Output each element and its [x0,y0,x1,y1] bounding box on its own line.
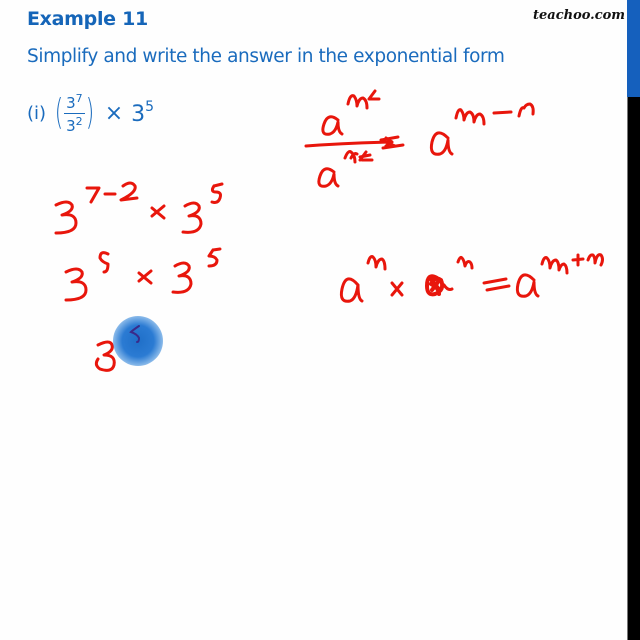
pointer-highlight-icon [113,316,163,366]
denominator: $3^2$ [66,114,83,135]
product-rule-ink [341,255,602,302]
step-2-ink [66,249,220,300]
step-1-ink [56,183,222,233]
instruction-text: Simplify and write the answer in the exponential form [27,46,505,67]
brand-logo: teachoo.com [533,8,626,23]
close-paren: ) [85,92,94,133]
problem-label: (i) [27,102,47,124]
times-operator: × [104,100,124,126]
example-title: Example 11 [27,8,148,30]
quotient-rule-ink [306,91,533,186]
factor: $3^5$ [131,99,155,127]
scrollbar-thumb[interactable] [627,0,640,97]
step-3-ink [96,342,114,370]
scrollbar[interactable] [627,0,640,640]
open-paren: ( [54,92,64,133]
numerator: $3^7$ [66,91,83,112]
